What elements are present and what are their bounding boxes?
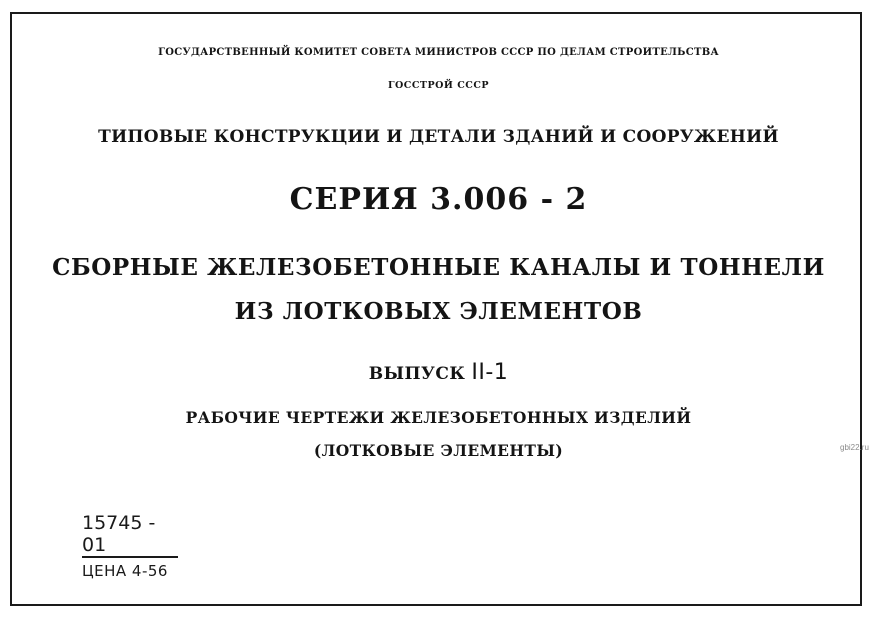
watermark-text: gbi22.ru (840, 443, 869, 452)
subtitle-line-2: (ЛОТКОВЫЕ ЭЛЕМЕНТЫ) (313, 441, 564, 460)
issue-number: II-1 (471, 360, 509, 385)
issue-label: ВЫПУСК (368, 364, 466, 384)
subtitle-line-1: РАБОЧИЕ ЧЕРТЕЖИ ЖЕЛЕЗОБЕТОННЫХ ИЗДЕЛИЙ (185, 408, 692, 427)
gosstroy-heading: ГОССТРОЙ СССР (387, 80, 490, 91)
stamp-code: 15745 - 01 (82, 512, 178, 558)
document-title-line-1: СБОРНЫЕ ЖЕЛЕЗОБЕТОННЫЕ КАНАЛЫ И ТОННЕЛИ (52, 254, 825, 281)
stamp-price: ЦЕНА 4-56 (82, 562, 168, 580)
typical-constructions-heading: ТИПОВЫЕ КОНСТРУКЦИИ И ДЕТАЛИ ЗДАНИЙ И СООРУЖЕНИЙ (98, 127, 779, 147)
issue-line (0, 360, 877, 385)
series-title: СЕРИЯ 3.006 - 2 (289, 182, 588, 217)
price-stamp (82, 512, 182, 582)
document-title-line-2: ИЗ ЛОТКОВЫХ ЭЛЕМЕНТОВ (234, 298, 643, 325)
committee-heading: ГОСУДАРСТВЕННЫЙ КОМИТЕТ СОВЕТА МИНИСТРОВ СССР ПО ДЕЛАМ СТРОИТЕЛЬСТВА (158, 47, 719, 58)
